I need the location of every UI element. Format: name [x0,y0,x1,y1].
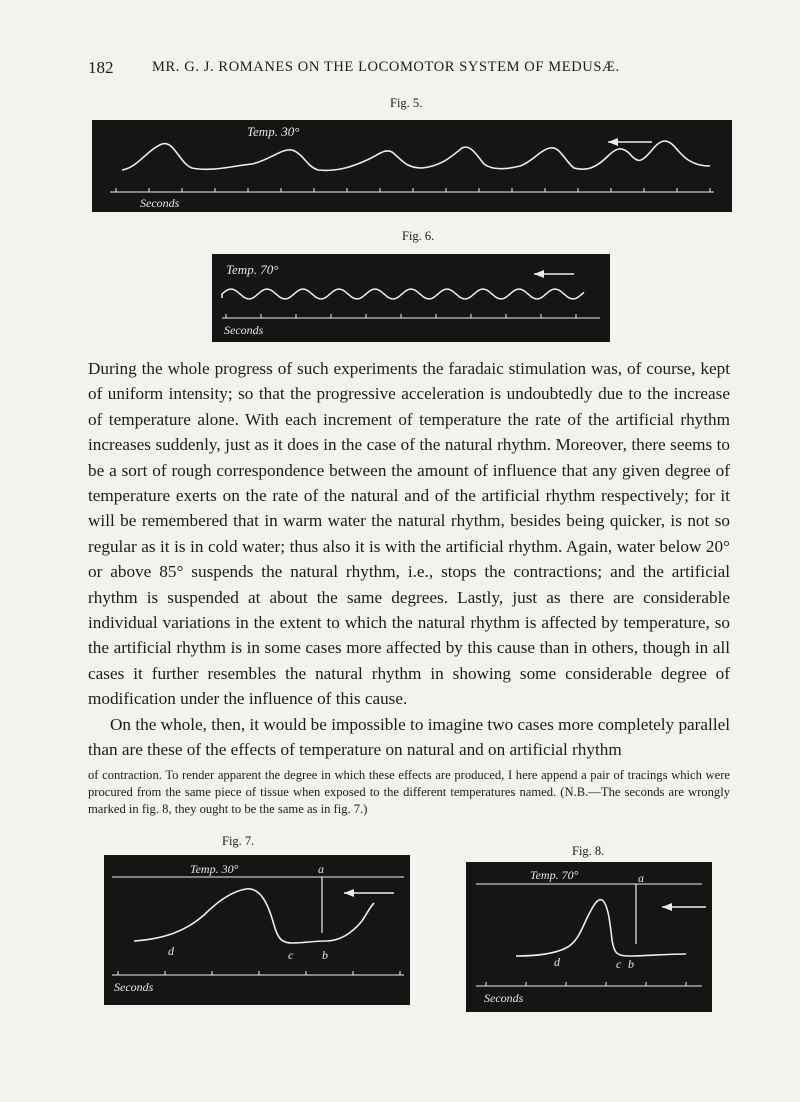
fig-7-trace-line [134,889,374,943]
fig-6-time-ticks [226,314,576,318]
fig-5-arrow-head [608,138,618,146]
fig-7-temp-label: Temp. 30° [190,862,239,876]
body-paragraph-2: On the whole, then, it would be impossible to imagine two cases more completely parallel than are these of the effects of temperature on natural and on artificial rhythm [88,714,730,760]
fig-8-marker-b: b [628,957,634,971]
fig-7-arrow-head [344,889,354,897]
fig-5-tracing [92,120,732,212]
fig-5-trace-line [122,141,710,170]
fig-7-seconds-label: Seconds [114,980,154,994]
fig-8-marker-a: a [638,871,644,885]
page-number: 182 [88,58,114,77]
body-paragraph-1: During the whole progress of such experiments the faradaic stimulation was, of course, kept of uniform intensity; so that the progressive acceleration is undoubtedly due to the increase of temperature alone. With each increment of temperature the rate of the artificial rhythm increases suddenly, just as it does in the case of the natural rhythm. Moreover, there seems to be a sort of rough correspondence between the amount of influence that any given degree of temperature exerts on the rate of the natural and of the artificial rhythm respectively; for it will be remembered that in warm water the natural rhythm, besides being quicker, is not so regular as it is in cold water; thus also it is with the artificial rhythm. Again, water below 20° or above 85° suspends the natural rhythm, i.e., stops the contractions; and the artificial rhythm is suspended at about the same degrees. Lastly, just as there are considerable individual variations in the extent to which the natural rhythm is affected by temperature, so the artificial rhythm is in some cases more affected by this cause than in others, though in all cases it further resembles the natural rhythm in showing some considerable degree of modification under the influence of this cause. [88,359,730,709]
fig-5-temp-label: Temp. 30° [247,124,300,139]
fig-8-temp-label: Temp. 70° [530,868,579,882]
fig-8-arrow-head [662,903,672,911]
fig-8-caption: Fig. 8. [572,844,605,858]
fig-6-plate [212,254,610,342]
fig-5-time-ticks [116,188,710,192]
body-text [88,356,730,763]
fig-6-caption: Fig. 6. [402,229,435,243]
fig-8-tracing [466,862,712,1012]
running-title: MR. G. J. ROMANES ON THE LOCOMOTOR SYSTEM OF MEDUSÆ. [152,59,620,75]
fig-5-plate [92,120,732,212]
fig-7-caption: Fig. 7. [222,834,255,848]
small-paragraph: of contraction. To render apparent the degree in which these effects are produced, I here append a pair of tracings which were procured from the same piece of tissue when exposed to the different temperatures named. (N.B.—The seconds are wrongly marked in fig. 8, they ought to be the same as in fig. 7.) [88,768,730,817]
fig-7-marker-a: a [318,862,324,876]
fig-7-marker-b: b [322,948,328,962]
fig-8-marker-d: d [554,955,560,969]
fig-7-tracing [104,855,410,1005]
fig-7-marker-c: c [288,948,294,962]
fig-8-marker-c: c [616,957,622,971]
fig-8-time-ticks [486,982,686,986]
fig-6-trace-line [222,289,584,299]
fig-6-tracing [212,254,610,342]
fig-6-temp-label: Temp. 70° [226,262,279,277]
fig-7-plate [104,855,410,1005]
fig-7-marker-d: d [168,944,174,958]
fig-5-caption: Fig. 5. [390,96,423,110]
fig-8-trace-line [516,900,686,956]
fig-8-plate [466,862,712,1012]
fig-6-arrow-head [534,270,544,278]
fig-6-seconds-label: Seconds [224,323,264,337]
page-header [88,58,728,82]
fig-5-seconds-label: Seconds [140,196,180,210]
fig-7-time-ticks [118,971,400,975]
fig-8-seconds-label: Seconds [484,991,524,1005]
